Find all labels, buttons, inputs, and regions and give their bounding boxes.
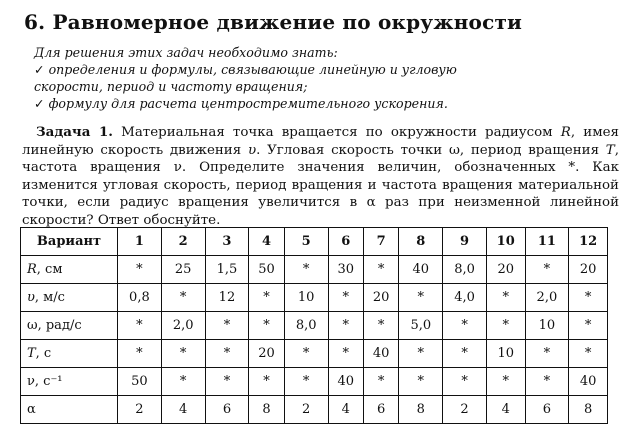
table-cell: * xyxy=(284,368,328,396)
table-cell: 30 xyxy=(328,256,363,284)
table-cell: * xyxy=(525,368,569,396)
table-cell: 8 xyxy=(399,396,443,424)
table-cell: 12 xyxy=(205,284,249,312)
table-cell: 50 xyxy=(118,368,162,396)
table-row xyxy=(21,396,608,424)
prerequisites-intro: Для решения этих задач необходимо знать: xyxy=(34,45,338,60)
task-text-part-4: , частота вращения ν. Определите значения величин, обозначенных *. Как изменится угловая скорость, период вращения и частота вращения материальной точки, если радиус вращения увеличится в α раз при неизменной линейной скорости? Ответ обоснуйте. xyxy=(22,142,619,228)
prerequisites-block xyxy=(34,44,615,112)
table-row xyxy=(21,256,608,284)
table-cell: * xyxy=(399,368,443,396)
table-cell: 2,0 xyxy=(161,312,205,340)
section-title: 6. Равномерное движение по окружности xyxy=(24,10,523,34)
table-cell: * xyxy=(161,368,205,396)
table-body xyxy=(21,256,608,424)
table-cell: 40 xyxy=(399,256,443,284)
table-cell: 4,0 xyxy=(443,284,487,312)
table-cell: 1,5 xyxy=(205,256,249,284)
table-cell: 8 xyxy=(569,396,608,424)
row-unit: , м/с xyxy=(34,290,65,305)
table-row xyxy=(21,368,608,396)
table-cell: 4 xyxy=(161,396,205,424)
table-cell: * xyxy=(525,256,569,284)
row-label xyxy=(21,368,118,396)
table-cell: 5,0 xyxy=(399,312,443,340)
table-cell: * xyxy=(363,312,398,340)
table-cell: 4 xyxy=(328,396,363,424)
prerequisite-item-2 xyxy=(34,95,615,112)
table-cell: 50 xyxy=(249,256,284,284)
header-variant-number: 6 xyxy=(328,228,363,256)
header-variant-number: 3 xyxy=(205,228,249,256)
row-label xyxy=(21,396,118,424)
prerequisite-item-1-line-2: скорости, период и частоту вращения; xyxy=(34,79,308,94)
row-label xyxy=(21,312,118,340)
task-text-part-2: , имея линейную скорость движения xyxy=(22,125,619,158)
table-cell: * xyxy=(486,284,525,312)
table-cell: * xyxy=(525,340,569,368)
table-cell: 20 xyxy=(249,340,284,368)
symbol-R: R xyxy=(560,125,571,140)
header-variant-label: Вариант xyxy=(21,228,118,256)
table-cell: * xyxy=(205,368,249,396)
header-variant-number: 5 xyxy=(284,228,328,256)
table-cell: 20 xyxy=(486,256,525,284)
symbol-T: T xyxy=(605,142,615,158)
table-cell: * xyxy=(328,284,363,312)
table-cell: * xyxy=(569,340,608,368)
header-variant-number: 11 xyxy=(525,228,569,256)
task-text-part-3: . Угловая скорость точки ω, период вращения xyxy=(256,142,600,158)
table-cell: 20 xyxy=(569,256,608,284)
table-cell: 8,0 xyxy=(443,256,487,284)
table-cell: * xyxy=(443,312,487,340)
table-cell: * xyxy=(486,368,525,396)
check-mark-icon: ✓ xyxy=(34,62,45,77)
table-cell: * xyxy=(443,340,487,368)
table-cell: * xyxy=(118,256,162,284)
table-cell: * xyxy=(161,340,205,368)
table-cell: * xyxy=(328,312,363,340)
table-cell: 6 xyxy=(205,396,249,424)
table-cell: 10 xyxy=(284,284,328,312)
row-unit: α xyxy=(27,402,36,417)
table-cell: * xyxy=(399,284,443,312)
row-symbol: υ xyxy=(27,290,35,305)
task-text-part-1: Материальная точка вращается по окружности радиусом xyxy=(121,125,553,140)
row-unit: , см xyxy=(36,262,63,277)
table-header-row xyxy=(21,228,608,256)
table-cell: * xyxy=(363,256,398,284)
row-symbol: T xyxy=(27,346,36,361)
table-cell: 8 xyxy=(249,396,284,424)
table-cell: 0,8 xyxy=(118,284,162,312)
row-symbol: R xyxy=(27,262,37,277)
table-cell: * xyxy=(161,284,205,312)
table-row xyxy=(21,284,608,312)
table-cell: * xyxy=(363,368,398,396)
header-variant-number: 7 xyxy=(363,228,398,256)
task-statement xyxy=(22,124,619,230)
table-cell: * xyxy=(249,368,284,396)
table-cell: * xyxy=(118,312,162,340)
table-cell: * xyxy=(284,340,328,368)
check-mark-icon: ✓ xyxy=(34,96,45,111)
table-cell: 2 xyxy=(443,396,487,424)
table-cell: 2 xyxy=(284,396,328,424)
table-cell: * xyxy=(569,312,608,340)
row-unit: , с xyxy=(35,346,52,361)
table-cell: 10 xyxy=(486,340,525,368)
header-variant-number: 2 xyxy=(161,228,205,256)
table-cell: * xyxy=(249,284,284,312)
table-cell: 2 xyxy=(118,396,162,424)
row-label xyxy=(21,256,118,284)
table-cell: 40 xyxy=(363,340,398,368)
table-cell: * xyxy=(118,340,162,368)
header-variant-number: 10 xyxy=(486,228,525,256)
prerequisite-item-2-text: формулу для расчета центростремительного ускорения. xyxy=(48,96,448,111)
prerequisite-item-1 xyxy=(34,61,615,78)
table-cell: * xyxy=(569,284,608,312)
table-cell: 6 xyxy=(525,396,569,424)
table-cell: * xyxy=(205,340,249,368)
variants-table xyxy=(20,227,608,424)
task-title: Задача 1. xyxy=(36,124,113,140)
row-unit: ν, с⁻¹ xyxy=(27,374,63,389)
symbol-v: υ xyxy=(247,142,257,158)
table-cell: 8,0 xyxy=(284,312,328,340)
table-cell: * xyxy=(249,312,284,340)
table-cell: 40 xyxy=(569,368,608,396)
table-cell: 40 xyxy=(328,368,363,396)
table-cell: * xyxy=(486,312,525,340)
table-cell: 10 xyxy=(525,312,569,340)
table-row xyxy=(21,312,608,340)
table-cell: 6 xyxy=(363,396,398,424)
row-label xyxy=(21,284,118,312)
header-variant-number: 9 xyxy=(443,228,487,256)
table-cell: * xyxy=(399,340,443,368)
header-variant-number: 12 xyxy=(569,228,608,256)
table-cell: 25 xyxy=(161,256,205,284)
table-row xyxy=(21,340,608,368)
prerequisite-item-1-line-1: определения и формулы, связывающие линейную и угловую xyxy=(48,62,457,77)
header-variant-number: 4 xyxy=(249,228,284,256)
table-cell: 4 xyxy=(486,396,525,424)
row-unit: ω, рад/с xyxy=(27,318,82,333)
header-variant-number: 1 xyxy=(118,228,162,256)
table-cell: * xyxy=(205,312,249,340)
table-cell: * xyxy=(328,340,363,368)
table-cell: 20 xyxy=(363,284,398,312)
table-cell: * xyxy=(443,368,487,396)
table-cell: 2,0 xyxy=(525,284,569,312)
table-cell: * xyxy=(284,256,328,284)
row-label xyxy=(21,340,118,368)
header-variant-number: 8 xyxy=(399,228,443,256)
